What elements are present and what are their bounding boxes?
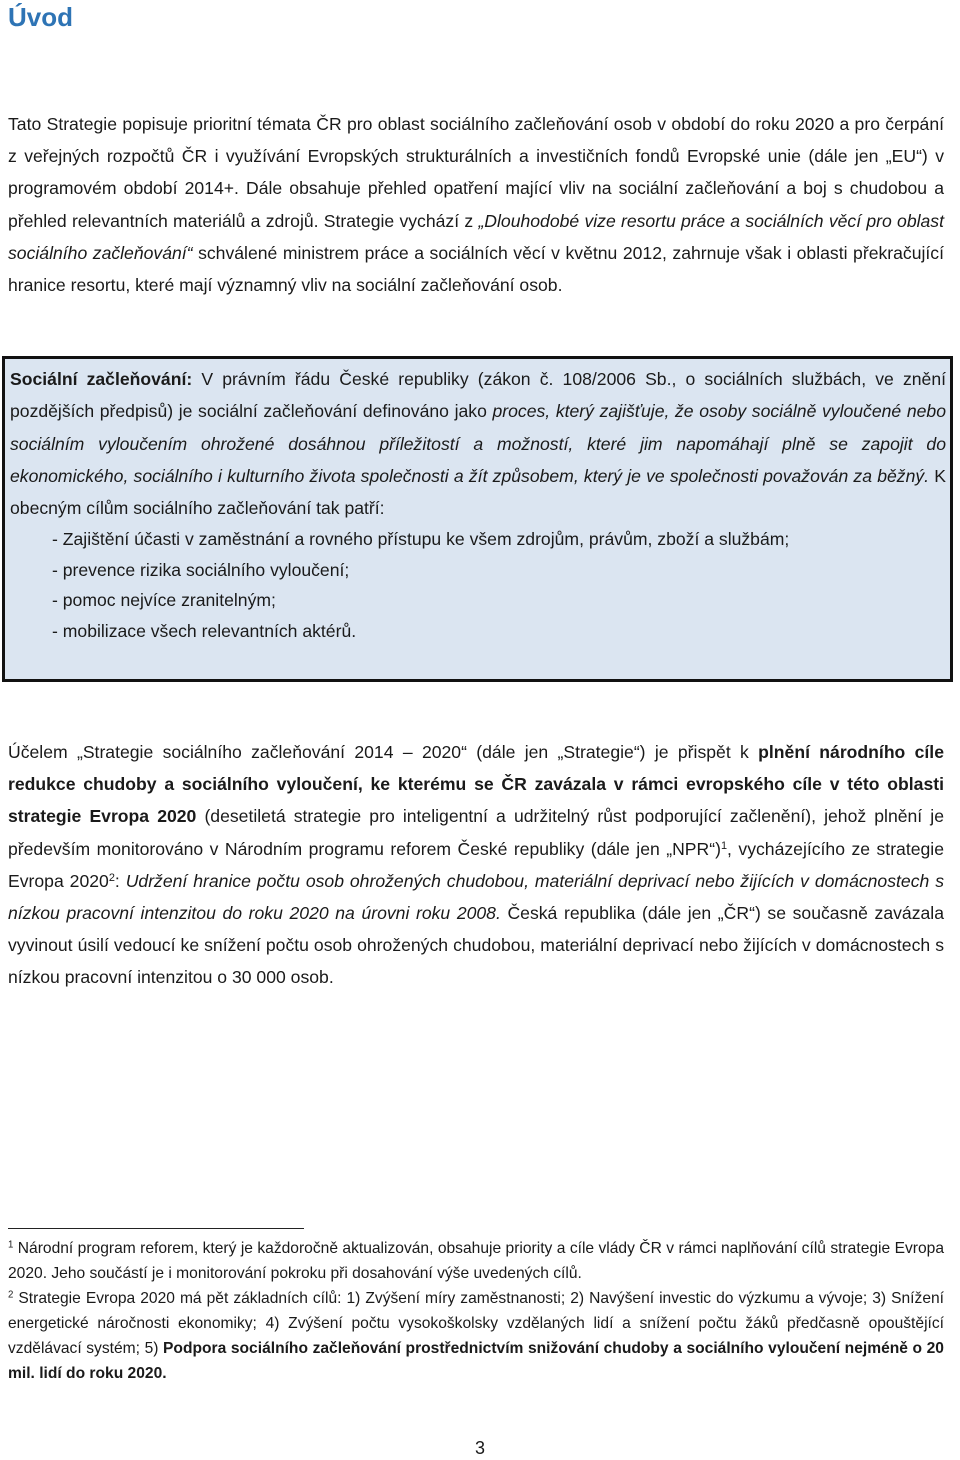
definition-box (2, 356, 953, 682)
definition-text-1: V právním řádu České republiky (zákon č. 108/2006 Sb., o sociálních službách, ve znění pozdějších předpisů) je sociální začleňování definováno jako (10, 369, 946, 422)
goals-list (10, 524, 950, 646)
purpose-text-1: Účelem „Strategie sociálního začleňování 2014 – 2020“ (dále jen „Strategie“) je přispět k (8, 742, 759, 762)
footnotes (8, 1236, 944, 1386)
purpose-text-2: (desetiletá strategie pro inteligentní a udržitelný růst podporující začlenění), jehož plnění je především monitorováno v Národním programu reforem České republiky (dále jen „NPR“) (8, 806, 944, 859)
footnote-1-number: 1 (8, 1239, 14, 1251)
page-number: 3 (474, 1438, 485, 1458)
footnote-2-bold: Podpora sociálního začleňování prostřednictvím snižování chudoby a sociálního vyloučení nejméně o 20 mil. lidí do roku 2020. (8, 1340, 944, 1382)
purpose-text-italic: Udržení hranice počtu osob ohrožených chudobou, materiální deprivací nebo žijících v domácnostech s nízkou pracovní intenzitou do roku 2020 na úrovni roku 2008. (8, 870, 944, 924)
intro-paragraph (8, 108, 944, 301)
definition-text-italic: proces, který zajišťuje, že osoby sociálně vyloučené nebo sociálním vyloučením ohrožené dosáhnou příležitostí a možností, které jim napomáhají plně se zapojit do ekonomického, sociálního i kulturního života společnosti a žít způsobem, který je ve společnosti považován za běžný. (10, 401, 946, 486)
footnote-separator (8, 1228, 304, 1229)
footnote-2-text: Strategie Evropa 2020 má pět základních cílů: 1) Zvýšení míry zaměstnanosti; 2) Navýšení investic do výzkumu a vývoje; 3) Snížení energetické náročnosti ekonomiky; 4) Zvýšení počtu vysokoškolsky vzdělaných lidí a snížení počtu žáků předčasně opouštějící vzdělávací systém; 5) (8, 1290, 944, 1357)
footnote-ref-2[interactable]: 2 (108, 871, 115, 884)
page-heading: Úvod (8, 2, 73, 32)
intro-text-1: Tato Strategie popisuje prioritní témata ČR pro oblast sociálního začleňování osob v období do roku 2020 a pro čerpání z veřejných rozpočtů ČR i využívání Evropských strukturálních a investičních fondů Evropské unie (dále jen „EU“) v programovém období 2014+. Dále obsahuje přehled opatření mající vliv na sociální začleňování a boj s chudobou a přehled relevantních materiálů a zdrojů. Strategie vychází z (8, 114, 944, 231)
intro-text-2: schválené ministrem práce a sociálních věcí v květnu 2012, zahrnuje však i oblasti překračující hranice resortu, které mají významný vliv na sociální začleňování osob. (8, 242, 944, 296)
purpose-text-5: Česká republika (dále jen „ČR“) se současně zavázala vyvinout úsilí vedoucí ke snížení počtu osob ohrožených chudobou, materiální deprivací nebo žijících v domácnostech s nízkou pracovní intenzitou o 30 000 osob. (8, 903, 944, 988)
goal-item: - prevence rizika sociálního vyloučení; (52, 559, 350, 580)
purpose-paragraph (8, 736, 944, 994)
definition-text-2: K obecným cílům sociálního začleňování tak patří: (10, 465, 946, 519)
definition-paragraph (10, 363, 946, 524)
footnote-ref-1[interactable]: 1 (720, 839, 728, 852)
footnote-2 (8, 1286, 944, 1386)
purpose-text-4: : (114, 870, 126, 891)
goal-item: - mobilizace všech relevantních aktérů. (52, 620, 357, 641)
intro-text-italic: „Dlouhodobé vize resortu práce a sociálních věcí pro oblast sociálního začleňování“ (8, 210, 944, 263)
definition-label: Sociální začleňování: (10, 369, 193, 389)
footnote-1-text: Národní program reforem, který je každoročně aktualizován, obsahuje priority a cíle vlády ČR v rámci naplňování cílů strategie Evropa 2020. Jeho součástí je i monitorování pokroku při dosahování výše uvedených cílů. (8, 1240, 944, 1282)
purpose-text-3: , vycházejícího ze strategie Evropa 2020 (8, 838, 944, 891)
purpose-text-bold: plnění národního cíle redukce chudoby a sociálního vyloučení, ke kterému se ČR zavázala v rámci evropského cíle v této oblasti strategie Evropa 2020 (8, 742, 944, 827)
footnote-2-number: 2 (8, 1289, 14, 1301)
goal-item: - Zajištění účasti v zaměstnání a rovného přístupu ke všem zdrojům, právům, zboží a službám; (52, 529, 790, 550)
goal-item: - pomoc nejvíce zranitelným; (52, 590, 276, 611)
footnote-1 (8, 1236, 944, 1286)
